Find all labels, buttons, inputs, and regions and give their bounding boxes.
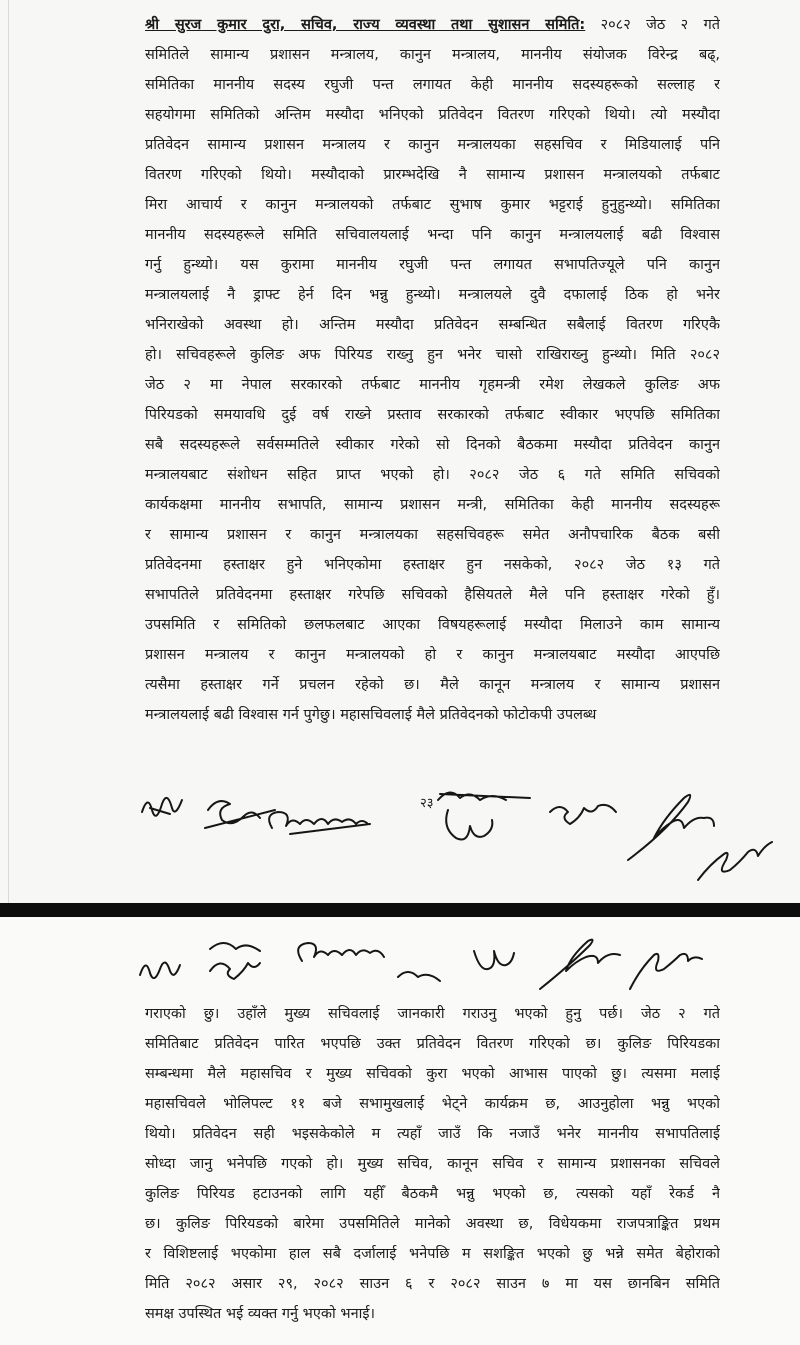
signatures-graphic-lower [0, 927, 800, 1002]
text-line: मन्त्रालयलाई नै ड्राफ्ट हेर्न दिन भन्नु हुन्थ्यो। मन्त्रालयले दुवै दफालाई ठिक हो भनेर [145, 287, 720, 303]
text-line: प्रशासन मन्त्रालय र कानुन मन्त्रालयको हो र कानुन मन्त्रालयबाट मस्यौदा आएपछि [145, 647, 720, 663]
text-line: सोध्दा जानु भनेपछि गएको हो। मुख्य सचिव, कानून सचिव र सामान्य प्रशासनका सचिवले [145, 1156, 720, 1172]
text-line: र विशिष्टलाई भएकोमा हाल सबै दर्जालाई भनेपछि म सशङ्कित भएको छु भन्ने समेत बेहोराको [145, 1246, 720, 1262]
text-line: थियो। प्रतिवेदन सही भइसकेकोले म त्यहाँ जाउँ कि नजाउँ भनेर माननीय सभापतिलाई [145, 1126, 720, 1142]
signature-mark [474, 951, 514, 969]
signature-mark [438, 792, 530, 839]
signature-mark [142, 798, 182, 816]
text-line: गराएको छु। उहाँले मुख्य सचिवलाई जानकारी गराउनु भएको हुनु पर्छ। जेठ २ गते [145, 1006, 720, 1022]
text-line: मिति २०८२ असार २९, २०८२ साउन ६ र २०८२ साउन ७ मा यस छानबिन समिति [145, 1276, 720, 1292]
signature-mark [540, 940, 620, 989]
text-line: समितिले सामान्य प्रशासन मन्त्रालय, कानुन मन्त्रालय, माननीय संयोजक विरेन्द्र बढ्, [145, 47, 720, 63]
text-line: मन्त्रालयबाट संशोधन सहित प्राप्त भएको हो। २०८२ जेठ ६ गते समिति सचिवको [145, 467, 720, 483]
text-line: र सामान्य प्रशासन र कानुन मन्त्रालयका सहसचिवहरू समेत अनौपचारिक बैठक बसी [145, 527, 720, 543]
text-line: प्रतिवेदन सामान्य प्रशासन मन्त्रालय र कानुन मन्त्रालयका सहसचिव र मिडियालाई पनि [145, 137, 720, 153]
signatures-graphic-upper [0, 770, 800, 900]
signature-mark [698, 842, 772, 880]
text-line: मिरा आचार्य र कानुन मन्त्रालयको तर्फबाट सुभाष कुमार भट्टराई हुनुहुन्थ्यो। समितिका [145, 197, 720, 213]
text-line: उपसमिति र समितिको छलफलबाट आएका विषयहरूलाई मस्यौदा मिलाउने काम सामान्य [145, 617, 720, 633]
document-page-lower [0, 917, 800, 1345]
signature-mark [550, 805, 616, 824]
text-line: कुलिङ पिरियड हटाउनको लागि यहीँ बैठकमै भन्नु भएको छ, त्यसको यहाँ रेकर्ड नै [145, 1186, 720, 1202]
signature-mark [205, 801, 275, 828]
signature-mark [140, 962, 180, 978]
scan-edge-line [8, 0, 9, 903]
text-line: सबै सदस्यहरूले सर्वसम्मतिले स्वीकार गरेको सो दिनको बैठकमा मस्यौदा प्रतिवेदन कानुन [145, 437, 720, 453]
signature-serial-number: २३ [420, 796, 434, 811]
signature-row-lower [0, 927, 800, 1002]
signature-mark [630, 954, 702, 989]
scan-divider-band [0, 903, 800, 917]
signature-mark [210, 943, 260, 979]
text-line: समक्ष उपस्थित भई व्यक्त गर्नु भएको भनाई। [145, 1306, 375, 1322]
text-line: जेठ २ मा नेपाल सरकारको तर्फबाट माननीय गृहमन्त्री रमेश लेखकले कुलिङ अफ [145, 377, 720, 393]
text-line: सम्बन्धमा मैले महासचिव र मुख्य सचिवको कुरा भएको आभास पाएको छु। त्यसमा मलाई [145, 1066, 720, 1082]
text-line: समितिका माननीय सदस्य रघुजी पन्त लगायत केही माननीय सदस्यहरूको सल्लाह र [145, 77, 720, 93]
text-line: त्यसैमा हस्ताक्षर गर्ने प्रचलन रहेको छ। मैले कानून मन्त्रालय र सामान्य प्रशासन [145, 677, 720, 693]
text-line: महासचिवले भोलिपल्ट ११ बजे सभामुखलाई भेट्ने कार्यक्रम छ, आउनुहोला भन्नु भएको [145, 1096, 720, 1112]
text-line: सहयोगमा समितिको अन्तिम मस्यौदा भनिएको प्रतिवेदन वितरण गरिएको थियो। त्यो मस्यौदा [145, 107, 720, 123]
statement-text-lower [145, 999, 720, 1329]
signature-row-upper [0, 770, 800, 900]
signature-mark [298, 943, 440, 981]
signature-mark [269, 812, 370, 834]
text-line: मन्त्रालयलाई बढी विश्वास गर्न पुगेछु। महासचिवलाई मैले प्रतिवेदनको फोटोकपी उपलब्ध [145, 707, 597, 723]
text-line: गर्नु हुन्थ्यो। यस कुरामा माननीय रघुजी पन्त लगायत सभापतिज्यूले पनि कानुन [145, 257, 720, 273]
text-line: हो। सचिवहरूले कुलिङ अफ पिरियड राख्नु हुन भनेर चासो राखिराख्नु हुन्थ्यो। मिति २०८२ [145, 347, 720, 363]
text-line: प्रतिवेदनमा हस्ताक्षर हुने भनिएकोमा हस्ताक्षर हुन नसकेको, २०८२ जेठ १३ गते [145, 557, 720, 573]
statement-heading: श्री सुरज कुमार दुरा, सचिव, राज्य व्यवस्था तथा सुशासन समिति: [145, 17, 586, 33]
text-line: कार्यकक्षमा माननीय सभापति, सामान्य प्रशासन मन्त्री, समितिका केही माननीय सदस्यहरू [145, 497, 720, 513]
text-line: वितरण गरिएको थियो। मस्यौदाको प्रारम्भदेखि नै सामान्य प्रशासन मन्त्रालयको तर्फबाट [145, 167, 720, 183]
text-line: सभापतिले प्रतिवेदनमा हस्ताक्षर गरेपछि सचिवको हैसियतले मैले पनि हस्ताक्षर गरेको हुँ। [145, 587, 720, 603]
text-line: माननीय सदस्यहरूले समिति सचिवालयलाई भन्दा पनि कानुन मन्त्रालयलाई बढी विश्वास [145, 227, 720, 243]
signature-mark [628, 795, 714, 860]
text-line: पिरियडको समयावधि दुई वर्ष राख्ने प्रस्ताव सरकारको तर्फबाट स्वीकार भएपछि समितिका [145, 407, 720, 423]
statement-heading-line [145, 10, 720, 40]
text-line: समितिबाट प्रतिवेदन पारित भएपछि उक्त प्रतिवेदन वितरण गरिएको छ। कुलिङ पिरियडका [145, 1036, 720, 1052]
statement-text-upper [145, 10, 720, 730]
text-line: छ। कुलिङ पिरियडको बारेमा उपसमितिले मानेको अवस्था छ, विधेयकमा राजपत्राङ्कित प्रथम [145, 1216, 720, 1232]
text-line: भनिराखेको अवस्था हो। अन्तिम मस्यौदा प्रतिवेदन सम्बन्धित सबैलाई वितरण गरिएकै [145, 317, 720, 333]
statement-heading-date: २०८२ जेठ २ गते [585, 17, 720, 33]
